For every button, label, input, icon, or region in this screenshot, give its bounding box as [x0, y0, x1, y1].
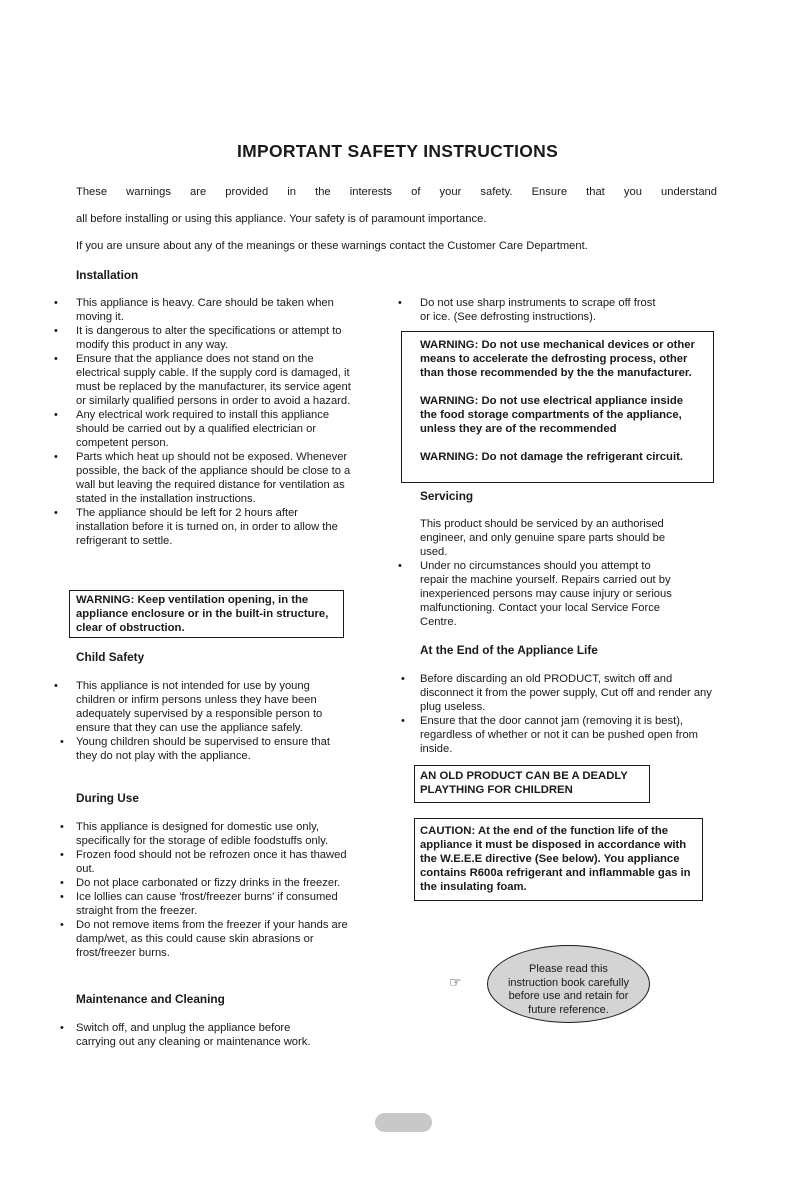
bullet-icon: • — [54, 297, 58, 309]
bullet-icon: • — [60, 1022, 64, 1034]
warning-mechanical-devices: WARNING: Do not use mechanical devices or other means to accelerate the defrosting process, other than those recommended by the the manufacturer. — [420, 339, 695, 379]
bullet-icon: • — [398, 560, 402, 572]
defrost-warnings-box — [401, 331, 714, 483]
bullet-icon: • — [54, 353, 58, 365]
read-instructions-text: Please read this instruction book carefully before use and retain for future reference. — [507, 963, 630, 1016]
bullet-icon: • — [54, 680, 58, 692]
bullet-icon: • — [398, 297, 402, 309]
bullet-icon: • — [54, 451, 58, 463]
bullet-icon: • — [54, 409, 58, 421]
bullet-icon: • — [401, 715, 405, 727]
list-item: • Before discarding an old PRODUCT, switch off and disconnect it from the power supply, Cut off and render any plug useless. — [401, 673, 712, 713]
list-item: • This appliance is heavy. Care should be taken when moving it. — [54, 297, 334, 323]
servicing-paragraph: This product should be serviced by an authorised engineer, and only genuine spare parts should be used. — [420, 518, 666, 558]
during-use-heading: During Use — [76, 791, 139, 805]
read-instructions-bubble — [487, 945, 650, 1023]
list-item: • Any electrical work required to install this appliance should be carried out by a qualified electrician or competent person. — [54, 409, 330, 449]
child-safety-heading: Child Safety — [76, 650, 145, 664]
installation-list — [54, 296, 351, 548]
list-item: • This appliance is not intended for use by young children or infirm persons unless they have been adequately supervised by a responsible person to ensure that they can use the appliance safely. — [54, 680, 323, 734]
warning-refrigerant-circuit: WARNING: Do not damage the refrigerant circuit. — [420, 451, 683, 463]
ventilation-warning-box: WARNING: Keep ventilation opening, in the appliance enclosure or in the built-in structure, clear of obstruction. — [69, 590, 344, 638]
list-item: • This appliance is designed for domestic use only, specifically for the storage of edible foodstuffs only. — [60, 821, 329, 847]
during-use-list — [60, 820, 356, 960]
maintenance-heading: Maintenance and Cleaning — [76, 992, 225, 1006]
bullet-icon: • — [60, 821, 64, 833]
list-item: • It is dangerous to alter the specifications or attempt to modify this product in any way. — [54, 325, 342, 351]
bullet-icon: • — [60, 919, 64, 931]
intro-line-1: These warnings are provided in the interests of your safety. Ensure that you understand — [76, 186, 717, 198]
bullet-icon: • — [60, 891, 64, 903]
bullet-icon: • — [60, 849, 64, 861]
list-item: • Frozen food should not be refrozen once it has thawed out. — [60, 849, 347, 875]
intro-line-3: If you are unsure about any of the meanings or these warnings contact the Customer Care Department. — [76, 240, 588, 252]
bullet-icon: • — [60, 736, 64, 748]
deadly-plaything-box: AN OLD PRODUCT CAN BE A DEADLY PLAYTHING FOR CHILDREN — [414, 765, 650, 803]
bullet-icon: • — [401, 673, 405, 685]
defrost-list — [398, 296, 660, 324]
servicing-heading: Servicing — [420, 489, 474, 503]
list-item: • Young children should be supervised to ensure that they do not play with the appliance. — [60, 736, 330, 762]
installation-heading: Installation — [76, 268, 139, 282]
list-item: • Ice lollies can cause 'frost/freezer burns' if consumed straight from the freezer. — [60, 891, 338, 917]
page-number-tab — [375, 1113, 432, 1132]
list-item: • Switch off, and unplug the appliance before carrying out any cleaning or maintenance work. — [60, 1022, 311, 1048]
caution-weee-box: CAUTION: At the end of the function life of the appliance it must be disposed in accordance with the W.E.E.E directive (See below). You appliance contains R600a refrigerant and inflammable gas in the insulating foam. — [414, 818, 703, 901]
list-item: • Do not use sharp instruments to scrape off frost or ice. (See defrosting instructions). — [398, 297, 656, 323]
list-item: • Under no circumstances should you attempt to repair the machine yourself. Repairs carried out by inexperienced persons may cause injury or serious malfunctioning. Contact your local Service Force Centre. — [398, 560, 672, 628]
bullet-icon: • — [60, 877, 64, 889]
list-item: • Ensure that the door cannot jam (removing it is best), regardless of whether or not it can be pushed open from inside. — [401, 715, 698, 755]
list-item: • Do not remove items from the freezer if your hands are damp/wet, as this could cause skin abrasions or frost/freezer burns. — [60, 919, 348, 959]
bullet-icon: • — [54, 507, 58, 519]
warning-electrical-appliance: WARNING: Do not use electrical appliance inside the food storage compartments of the appliance, unless they are of the recommended — [420, 395, 684, 435]
maintenance-list — [60, 1021, 316, 1049]
servicing-list — [398, 559, 680, 629]
bullet-icon: • — [54, 325, 58, 337]
end-of-life-heading: At the End of the Appliance Life — [420, 643, 598, 657]
list-item: • Do not place carbonated or fizzy drinks in the freezer. — [60, 877, 341, 889]
pointing-hand-icon: ☞ — [449, 974, 462, 990]
list-item: • Ensure that the appliance does not stand on the electrical supply cable. If the supply cord is damaged, it must be replaced by the manufacturer, its service agent or similarly qualified persons in order to avoid a hazard. — [54, 353, 351, 407]
child-safety-list — [54, 679, 351, 763]
page-title: IMPORTANT SAFETY INSTRUCTIONS — [236, 141, 559, 161]
intro-line-2: all before installing or using this appliance. Your safety is of paramount importance. — [76, 213, 487, 225]
list-item: • Parts which heat up should not be exposed. Whenever possible, the back of the appliance should be close to a wall but leaving the required distance for ventilation as stated in the installation instructions. — [54, 451, 351, 505]
end-of-life-list — [401, 672, 715, 756]
list-item: • The appliance should be left for 2 hours after installation before it is turned on, in order to allow the refrigerant to settle. — [54, 507, 338, 547]
